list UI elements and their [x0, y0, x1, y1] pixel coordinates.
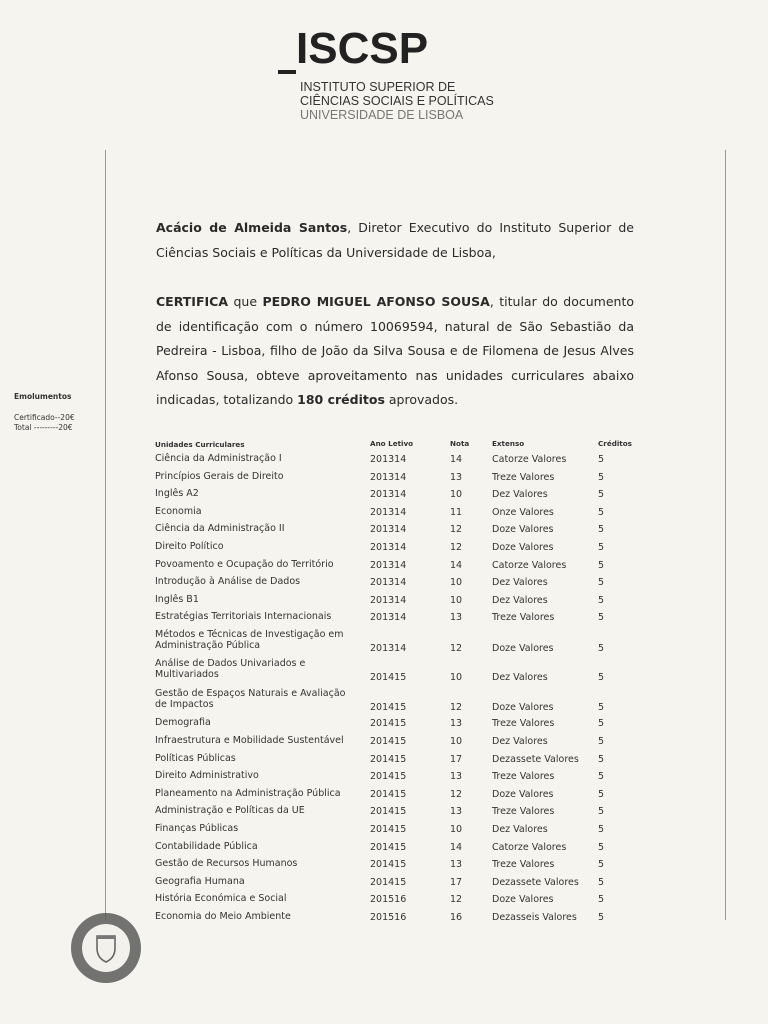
grade-value: 11 — [450, 506, 463, 518]
table-row — [155, 770, 635, 788]
course-name: História Económica e Social — [155, 893, 287, 905]
grade-in-words: Dez Valores — [492, 489, 548, 501]
certification-text: , titular do documento de identificação com o número 10069594, natural de São Sebastião da Pedreira - Lisboa, filho de João da Silva Sousa e de Filomena de Jesus Alves Afonso Sousa, obteve aproveitamento nas unidades curriculares abaixo indicadas, totalizando — [156, 294, 634, 407]
grade-in-words: Dez Valores — [492, 824, 548, 835]
grade-value: 16 — [450, 911, 463, 923]
credits-value: 5 — [598, 911, 605, 923]
course-name: Administração e Políticas da UE — [155, 805, 305, 817]
grade-in-words: Catorze Valores — [492, 841, 567, 853]
table-row — [155, 471, 635, 489]
grade-in-words: Treze Valores — [492, 771, 555, 783]
academic-year: 201314 — [370, 489, 407, 501]
grade-value: 14 — [450, 841, 463, 853]
logo-text: ISCSP — [296, 24, 429, 73]
grade-in-words: Catorze Valores — [492, 454, 567, 465]
table-row — [155, 629, 635, 659]
credits-value: 5 — [598, 824, 605, 835]
course-name: Inglês A2 — [155, 488, 199, 500]
table-row — [155, 911, 635, 929]
grade-value: 12 — [450, 894, 463, 906]
table-row — [155, 541, 635, 559]
grade-value: 10 — [450, 824, 463, 835]
que-word: que — [228, 294, 263, 309]
credits-value: 5 — [598, 876, 605, 888]
header-words: Extenso — [492, 439, 525, 448]
course-name: Demografia — [155, 717, 211, 729]
academic-year: 201415 — [370, 824, 407, 835]
header-credits: Créditos — [598, 439, 632, 448]
academic-year: 201415 — [370, 718, 407, 730]
academic-year: 201314 — [370, 454, 407, 465]
table-row — [155, 735, 635, 753]
academic-year: 201415 — [370, 753, 407, 765]
grade-value: 10 — [450, 736, 463, 748]
grade-in-words: Doze Valores — [492, 894, 554, 906]
table-row — [155, 858, 635, 876]
academic-year: 201415 — [370, 771, 407, 783]
academic-year: 201415 — [370, 736, 407, 748]
grade-in-words: Treze Valores — [492, 612, 555, 624]
table-row — [155, 594, 635, 612]
institution-line-2: CIÊNCIAS SOCIAIS E POLÍTICAS — [300, 94, 494, 108]
academic-year: 201415 — [370, 841, 407, 853]
academic-year: 201415 — [370, 788, 407, 800]
grade-in-words: Doze Valores — [492, 642, 554, 654]
left-border-line — [105, 150, 106, 920]
grade-value: 14 — [450, 559, 463, 571]
grade-in-words: Onze Valores — [492, 506, 554, 518]
grade-in-words: Doze Valores — [492, 701, 554, 713]
course-name: Ciência da Administração II — [155, 523, 285, 535]
credits-value: 5 — [598, 506, 605, 518]
credits-value: 5 — [598, 736, 605, 748]
grades-table — [155, 439, 635, 929]
grade-in-words: Dez Valores — [492, 672, 548, 684]
grade-value: 10 — [450, 577, 463, 589]
credits-value: 5 — [598, 806, 605, 818]
table-row — [155, 576, 635, 594]
fees-certificate: Certificado--20€ — [14, 413, 75, 422]
table-row — [155, 658, 635, 688]
director-role: , Diretor Executivo do Instituto Superior de Ciências Sociais e Políticas da Universidade de Lisboa, — [156, 220, 634, 260]
table-row — [155, 453, 635, 471]
academic-year: 201314 — [370, 577, 407, 589]
credits-value: 5 — [598, 894, 605, 906]
table-header — [155, 439, 635, 453]
academic-year: 201516 — [370, 911, 407, 923]
table-row — [155, 523, 635, 541]
course-name: Métodos e Técnicas de Investigação em Administração Pública — [155, 628, 344, 651]
academic-year: 201314 — [370, 559, 407, 571]
table-body — [155, 453, 635, 929]
credits-value: 5 — [598, 672, 605, 684]
total-credits: 180 créditos — [297, 392, 385, 407]
credits-value: 5 — [598, 841, 605, 853]
academic-year: 201415 — [370, 806, 407, 818]
certification-end: aprovados. — [384, 392, 459, 407]
grade-in-words: Dez Valores — [492, 577, 548, 589]
grade-value: 13 — [450, 771, 463, 783]
course-name: Introdução à Análise de Dados — [155, 576, 301, 588]
grade-in-words: Treze Valores — [492, 471, 555, 483]
course-name: Gestão de Espaços Naturais e Avaliação de Impactos — [155, 687, 346, 710]
course-name: Direito Administrativo — [155, 770, 259, 782]
grade-value: 17 — [450, 876, 463, 888]
course-name: Inglês B1 — [155, 593, 199, 605]
course-name: Ciência da Administração I — [155, 453, 282, 464]
institution-name — [300, 80, 494, 122]
certification-paragraph — [156, 290, 634, 413]
course-name: Princípios Gerais de Direito — [155, 470, 284, 482]
grade-value: 13 — [450, 859, 463, 871]
course-name: Estratégias Territoriais Internacionais — [155, 611, 332, 623]
academic-year: 201415 — [370, 876, 407, 888]
course-name: Contabilidade Pública — [155, 840, 258, 852]
course-name: Gestão de Recursos Humanos — [155, 858, 298, 870]
credits-value: 5 — [598, 489, 605, 501]
grade-in-words: Doze Valores — [492, 541, 554, 553]
institution-logo — [278, 24, 538, 122]
table-row — [155, 788, 635, 806]
academic-year: 201314 — [370, 471, 407, 483]
grade-value: 12 — [450, 788, 463, 800]
grade-value: 13 — [450, 806, 463, 818]
fees-total: Total ---------20€ — [14, 423, 73, 432]
grade-in-words: Dezassete Valores — [492, 876, 579, 888]
grade-value: 10 — [450, 672, 463, 684]
course-name: Geografia Humana — [155, 875, 245, 887]
academic-year: 201415 — [370, 859, 407, 871]
academic-year: 201314 — [370, 541, 407, 553]
director-name: Acácio de Almeida Santos — [156, 220, 348, 235]
grade-in-words: Doze Valores — [492, 788, 554, 800]
grade-value: 13 — [450, 718, 463, 730]
grade-in-words: Treze Valores — [492, 859, 555, 871]
grade-value: 12 — [450, 642, 463, 654]
table-row — [155, 805, 635, 823]
table-row — [155, 559, 635, 577]
course-name: Planeamento na Administração Pública — [155, 787, 341, 799]
credits-value: 5 — [598, 594, 605, 606]
course-name: Análise de Dados Univariados e Multivariados — [155, 658, 306, 681]
logo-mark — [278, 26, 538, 76]
credits-value: 5 — [598, 577, 605, 589]
academic-year: 201314 — [370, 506, 407, 518]
fees-title: Emolumentos — [14, 392, 72, 401]
logo-underscore — [278, 70, 296, 74]
grade-value: 17 — [450, 753, 463, 765]
course-name: Economia do Meio Ambiente — [155, 910, 291, 922]
course-name: Economia — [155, 505, 202, 517]
grade-in-words: Doze Valores — [492, 524, 554, 536]
grade-in-words: Dezasseis Valores — [492, 911, 577, 923]
grade-value: 14 — [450, 454, 463, 465]
credits-value: 5 — [598, 471, 605, 483]
table-row — [155, 841, 635, 859]
grade-value: 12 — [450, 541, 463, 553]
table-row — [155, 488, 635, 506]
institution-line-3: UNIVERSIDADE DE LISBOA — [300, 108, 464, 122]
credits-value: 5 — [598, 753, 605, 765]
credits-value: 5 — [598, 771, 605, 783]
header-year: Ano Letivo — [370, 439, 414, 448]
fees-box — [14, 392, 94, 433]
credits-value: 5 — [598, 859, 605, 871]
grade-in-words: Treze Valores — [492, 806, 555, 818]
course-name: Infraestrutura e Mobilidade Sustentável — [155, 735, 344, 747]
grade-in-words: Dezassete Valores — [492, 753, 579, 765]
director-paragraph — [156, 216, 634, 265]
table-row — [155, 823, 635, 841]
grade-in-words: Treze Valores — [492, 718, 555, 730]
credits-value: 5 — [598, 612, 605, 624]
table-row — [155, 753, 635, 771]
credits-value: 5 — [598, 454, 605, 465]
academic-year: 201516 — [370, 894, 407, 906]
seal-stamp — [70, 912, 142, 984]
table-row — [155, 611, 635, 629]
academic-year: 201314 — [370, 612, 407, 624]
academic-year: 201415 — [370, 672, 407, 684]
academic-year: 201314 — [370, 594, 407, 606]
credits-value: 5 — [598, 718, 605, 730]
table-row — [155, 717, 635, 735]
grade-value: 12 — [450, 524, 463, 536]
certifica-word: CERTIFICA — [156, 294, 228, 309]
academic-year: 201314 — [370, 524, 407, 536]
credits-value: 5 — [598, 642, 605, 654]
grade-in-words: Dez Valores — [492, 736, 548, 748]
course-name: Povoamento e Ocupação do Território — [155, 558, 334, 570]
grade-value: 10 — [450, 594, 463, 606]
right-border-line — [725, 150, 726, 920]
credits-value: 5 — [598, 559, 605, 571]
course-name: Finanças Públicas — [155, 823, 239, 834]
table-row — [155, 893, 635, 911]
header-grade: Nota — [450, 439, 470, 448]
credits-value: 5 — [598, 701, 605, 713]
student-name: PEDRO MIGUEL AFONSO SOUSA — [262, 294, 490, 309]
grade-value: 13 — [450, 612, 463, 624]
header-unit: Unidades Curriculares — [155, 440, 245, 449]
course-name: Direito Político — [155, 540, 224, 552]
course-name: Políticas Públicas — [155, 752, 236, 764]
table-row — [155, 506, 635, 524]
institution-line-1: INSTITUTO SUPERIOR DE — [300, 80, 456, 94]
grade-value: 12 — [450, 701, 463, 713]
credits-value: 5 — [598, 788, 605, 800]
credits-value: 5 — [598, 541, 605, 553]
academic-year: 201314 — [370, 642, 407, 654]
grade-value: 13 — [450, 471, 463, 483]
table-row — [155, 688, 635, 718]
academic-year: 201415 — [370, 701, 407, 713]
credits-value: 5 — [598, 524, 605, 536]
grade-in-words: Catorze Valores — [492, 559, 567, 571]
grade-value: 10 — [450, 489, 463, 501]
grade-in-words: Dez Valores — [492, 594, 548, 606]
table-row — [155, 876, 635, 894]
